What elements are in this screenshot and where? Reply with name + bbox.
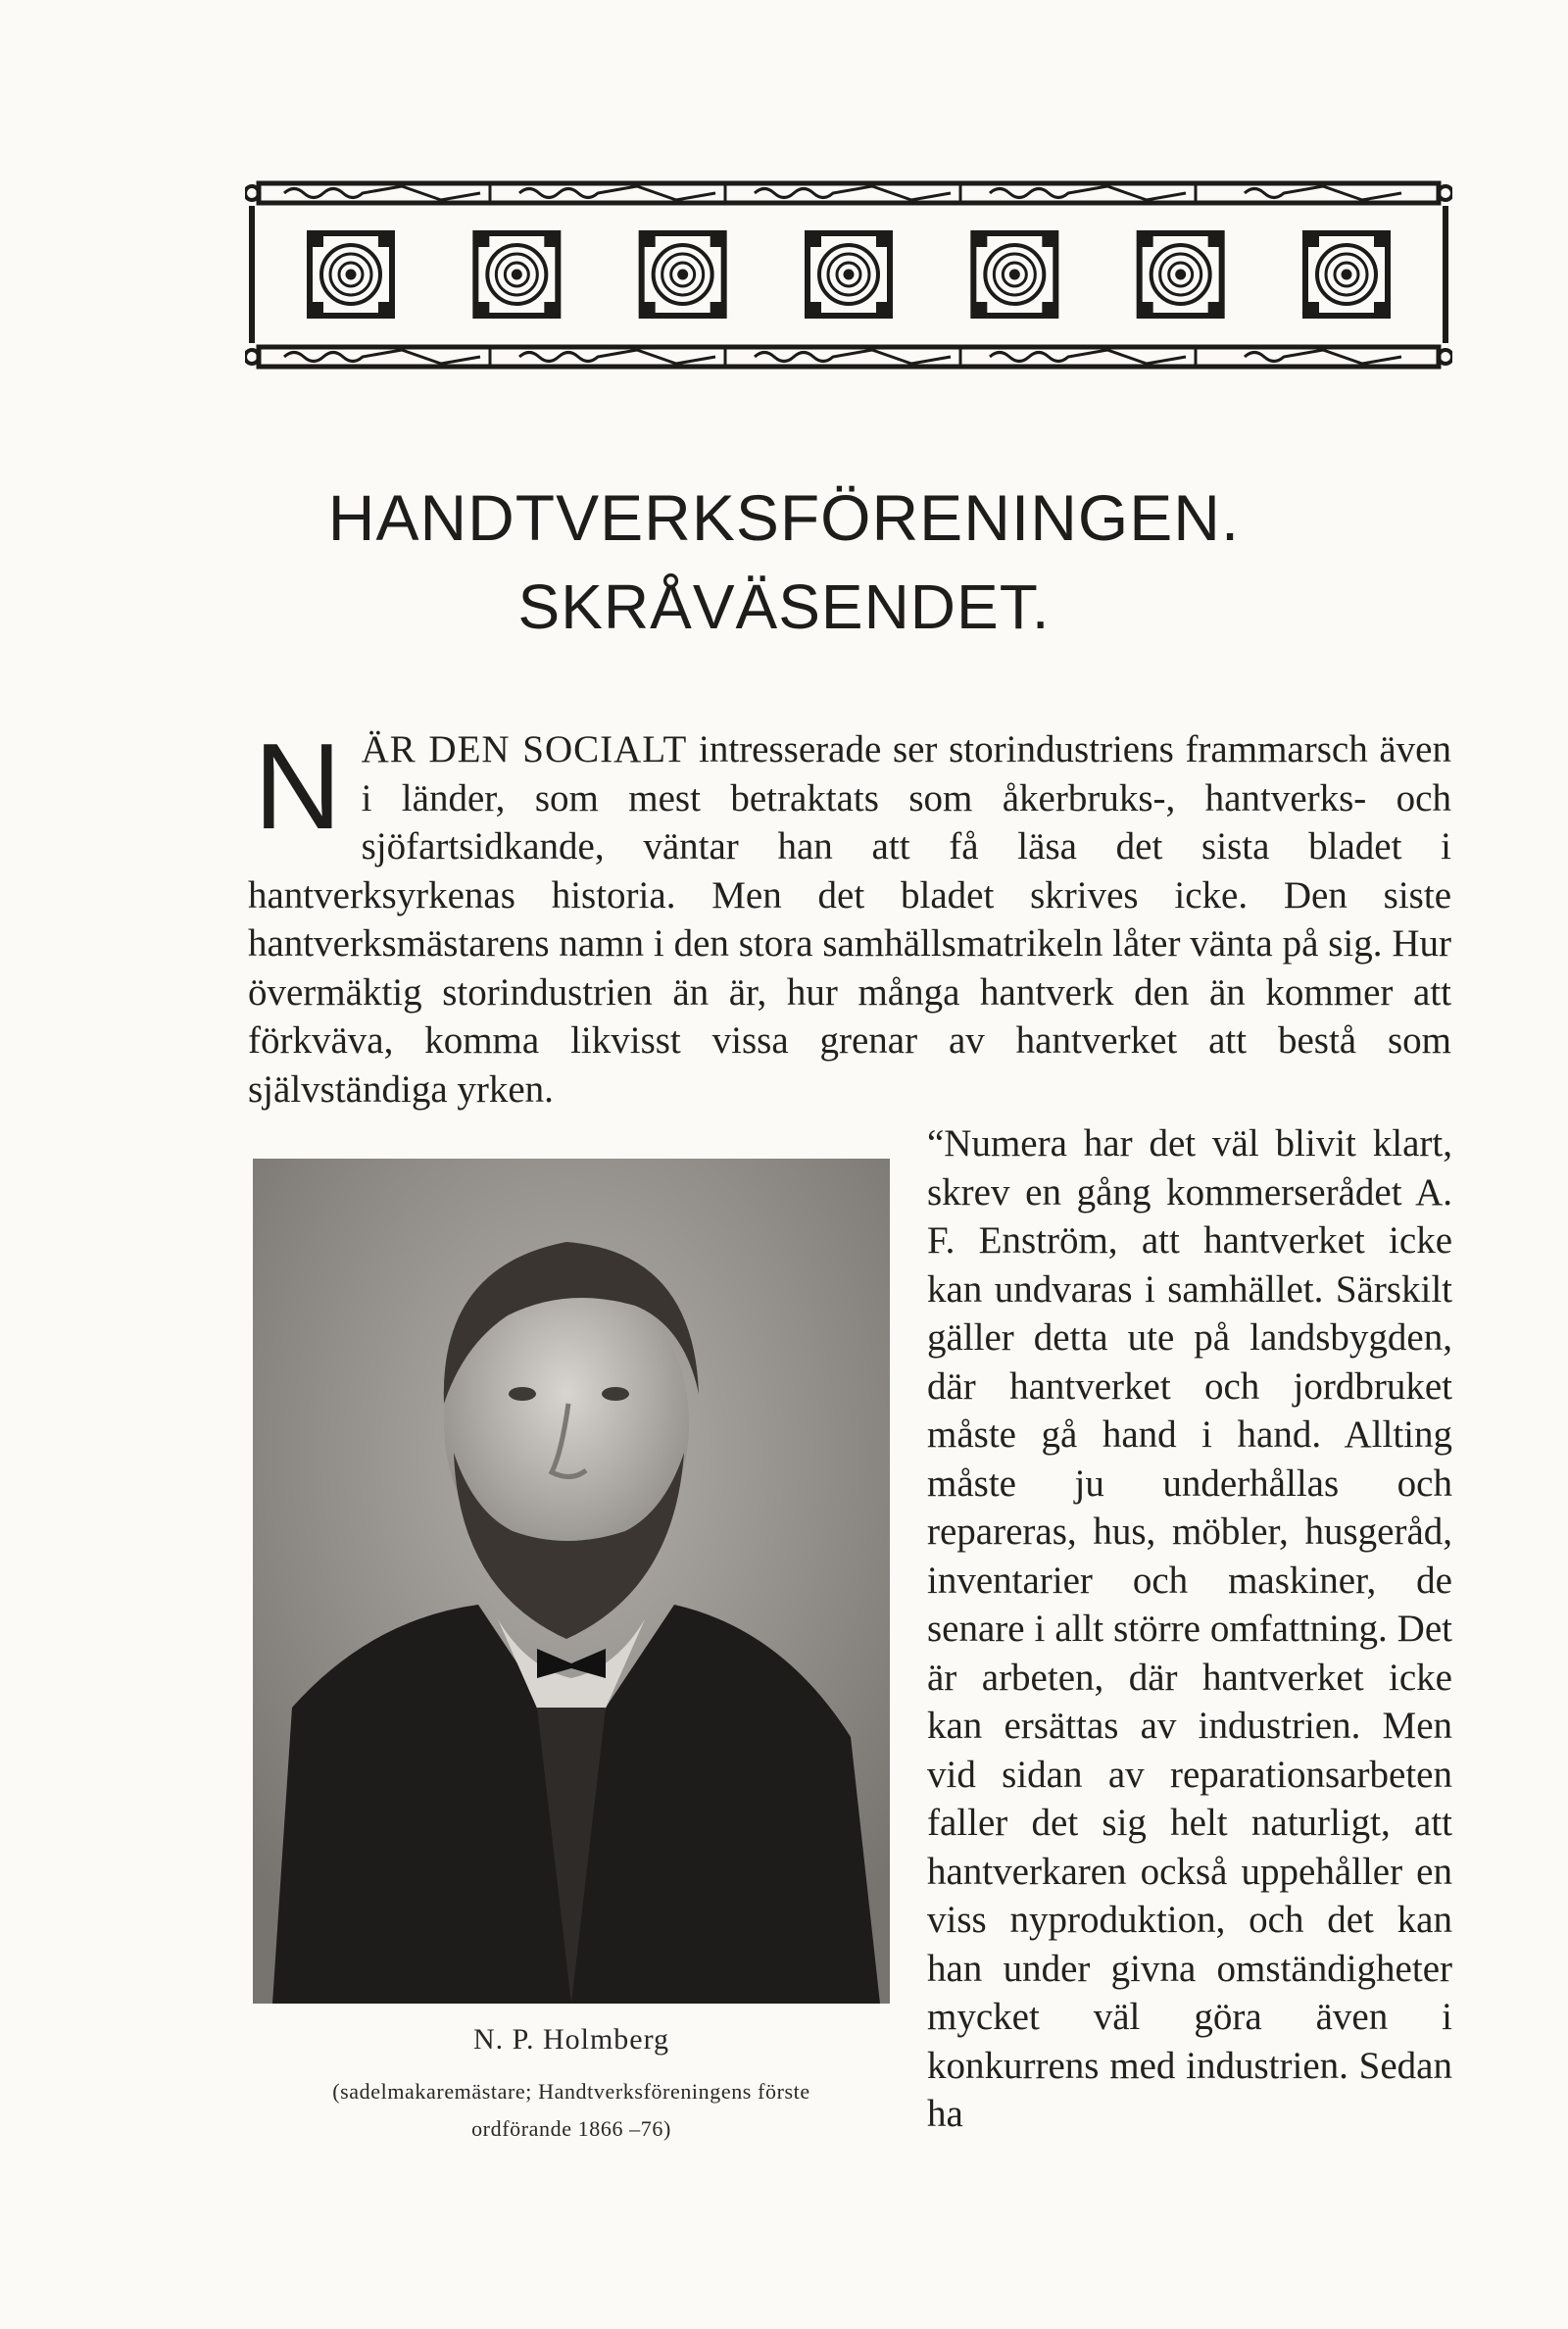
frieze-tile bbox=[1305, 233, 1388, 316]
lead-text: intresserade ser storindustriens frammarsch även i länder, som mest betraktats som åkerbruks-, hantverks- och sjöfartsidkande, väntar han att få läsa det sista bladet i hantverksyrkenas historia. Men det bladet skrives icke. Den siste hantverksmästarens namn i den stora samhällsmatrikeln låter vänta på sig. Hur övermäktig storindustrien än är, hur många hantverk den än kommer att förkväva, komma likvisst vissa grenar av hantverket att bestå som självständiga yrken. bbox=[248, 728, 1451, 1111]
page-title: HANDTVERKSFÖRENINGEN. bbox=[327, 481, 1241, 554]
portrait-caption-name: N. P. Holmberg bbox=[472, 2023, 670, 2056]
column-paragraph: “Numera har det väl blivit klart, skrev en gång kommerserådet A. F. Enström, att hantverket icke kan undvaras i samhället. Särskilt gäller detta ute på landsbygden, där hantverket och jordbruket måste gå hand i hand. Allting måste ju underhållas och repareras, hus, möbler, husgeråd, inventarier och maskiner, de senare i allt större omfattning. Det är arbeten, där hantverket icke kan ersättas av industrien. Men vid sidan av reparationsarbeten faller det sig helt naturligt, att hantverkaren också uppehåller en viss nyproduktion, och det kan han under givna omständigheter mycket väl göra även i konkurrens med industrien. Sedan ha bbox=[927, 1122, 1452, 2135]
drop-cap: N bbox=[254, 719, 342, 855]
caption-line-2: ordförande 1866 –76) bbox=[471, 2116, 671, 2141]
page-subtitle: SKRÅVÄSENDET. bbox=[517, 571, 1051, 642]
portrait-caption-description bbox=[253, 2073, 890, 2148]
frieze-tile bbox=[310, 233, 392, 316]
lead-paragraph bbox=[248, 719, 1451, 1114]
frieze-tile bbox=[475, 233, 558, 316]
frieze-tile bbox=[808, 233, 890, 316]
lead-caps: ÄR DEN SOCIALT bbox=[361, 728, 688, 770]
frieze-tile bbox=[1140, 233, 1222, 316]
portrait-illustration bbox=[253, 1159, 890, 2004]
portrait-photo bbox=[253, 1159, 890, 2004]
frieze-tile bbox=[642, 233, 724, 316]
caption-line-1: (sadelmakaremästare; Handtverksföreningens förste bbox=[332, 2079, 810, 2104]
frieze-tile bbox=[973, 233, 1055, 316]
ornamental-frieze bbox=[245, 176, 1452, 372]
